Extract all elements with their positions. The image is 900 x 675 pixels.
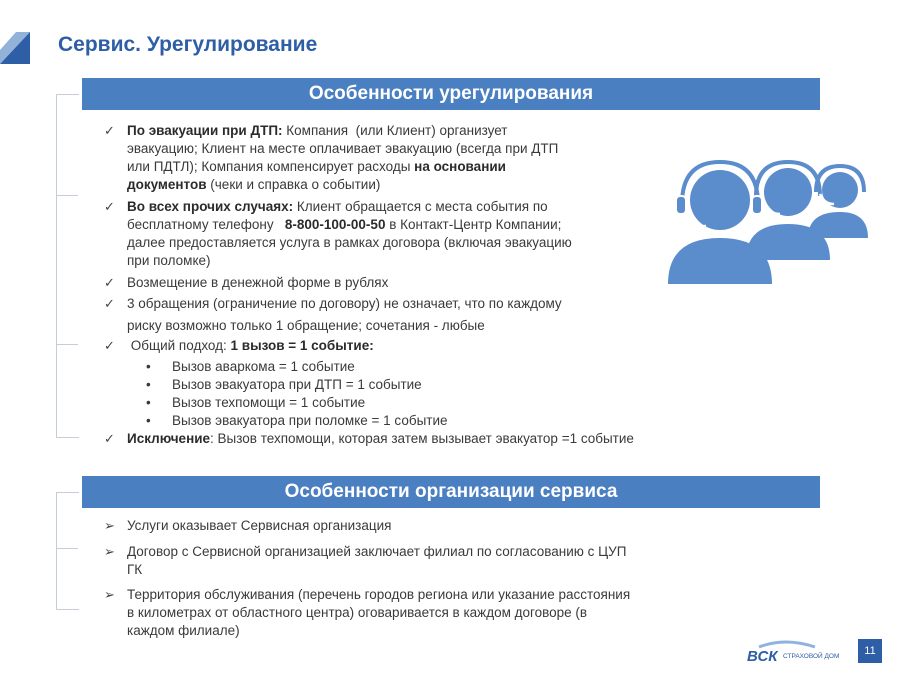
call-center-operators-icon bbox=[664, 160, 872, 284]
list-item-text bbox=[127, 517, 391, 535]
arrow-bullet-icon: ➢ bbox=[104, 544, 115, 559]
list-item-text bbox=[127, 198, 572, 270]
text-run: каждом филиале) bbox=[127, 623, 240, 638]
text-run: в километрах от областного центра) оговаривается в каждом договоре (в bbox=[127, 605, 588, 620]
text-line bbox=[127, 122, 558, 140]
logo-brand: ВСК bbox=[747, 648, 778, 665]
text-line bbox=[127, 234, 572, 252]
text-run: Территория обслуживания (перечень городов региона или указание расстояния bbox=[127, 587, 631, 602]
text-run: 3 обращения (ограничение по договору) не означает, что по каждому bbox=[127, 296, 562, 311]
text-run: в Контакт-Центр Компании; bbox=[385, 217, 562, 232]
text-line bbox=[127, 176, 558, 194]
text-line bbox=[127, 315, 562, 337]
section2-heading: Особенности организации сервиса bbox=[82, 476, 820, 508]
check-icon: ✓ bbox=[104, 199, 115, 214]
text-line bbox=[127, 622, 630, 640]
corner-decoration bbox=[0, 32, 30, 64]
text-line bbox=[127, 198, 572, 216]
sub-list-item-text: Вызов техпомощи = 1 событие bbox=[172, 395, 366, 410]
text-run: (чеки и справка о событии) bbox=[206, 177, 381, 192]
section1-bracket bbox=[56, 94, 79, 438]
bold-text: По эвакуации при ДТП: bbox=[127, 123, 283, 138]
logo-tagline: СТРАХОВОЙ ДОМ bbox=[783, 653, 840, 660]
bullet-icon: • bbox=[146, 359, 151, 374]
check-icon: ✓ bbox=[104, 123, 115, 138]
section1-heading: Особенности урегулирования bbox=[82, 78, 820, 110]
text-line bbox=[127, 274, 388, 292]
text-run: Возмещение в денежной форме в рублях bbox=[127, 275, 389, 290]
page-title: Сервис. Урегулирование bbox=[58, 33, 318, 56]
bracket-tick bbox=[56, 195, 78, 196]
sub-list-item-text: Вызов эвакуатора при поломке = 1 событие bbox=[172, 413, 448, 428]
arrow-bullet-icon: ➢ bbox=[104, 587, 115, 602]
check-icon: ✓ bbox=[104, 275, 115, 290]
bullet-icon: • bbox=[146, 395, 151, 410]
list-item-text bbox=[127, 337, 374, 355]
sub-list-item-text: Вызов эвакуатора при ДТП = 1 событие bbox=[172, 377, 422, 392]
text-line bbox=[127, 430, 634, 448]
text-run: эвакуацию; Клиент на месте оплачивает эвакуацию (всегда при ДТП bbox=[127, 141, 559, 156]
bullet-icon: • bbox=[146, 377, 151, 392]
text-run: Клиент обращается с места события по bbox=[293, 199, 548, 214]
bracket-tick bbox=[56, 548, 78, 549]
text-line bbox=[127, 337, 374, 355]
sub-list-item-text: Вызов аваркома = 1 событие bbox=[172, 359, 355, 374]
text-line bbox=[127, 252, 572, 270]
text-run: Компания (или Клиент) организует bbox=[282, 123, 508, 138]
arrow-bullet-icon: ➢ bbox=[104, 518, 115, 533]
text-line bbox=[127, 586, 630, 604]
list-item-text bbox=[127, 543, 626, 579]
text-line bbox=[127, 158, 558, 176]
text-line bbox=[127, 216, 572, 234]
bold-text: 8-800-100-00-50 bbox=[284, 217, 386, 232]
list-item-text bbox=[127, 274, 388, 292]
bold-text: Во всех прочих случаях: bbox=[127, 199, 294, 214]
list-item-text bbox=[127, 293, 562, 337]
check-icon: ✓ bbox=[104, 431, 115, 446]
text-run: Общий подход: bbox=[127, 338, 231, 353]
text-line bbox=[127, 604, 630, 622]
text-run: при поломке) bbox=[127, 253, 211, 268]
bold-text: 1 вызов = 1 событие: bbox=[230, 338, 374, 353]
text-line bbox=[127, 517, 391, 535]
list-item-text bbox=[127, 586, 630, 640]
text-line bbox=[127, 293, 562, 315]
section2-bracket bbox=[56, 492, 79, 610]
text-run: Договор с Сервисной организацией заключает филиал по согласованию с ЦУП bbox=[127, 544, 627, 559]
list-item-text bbox=[127, 122, 558, 194]
bullet-icon: • bbox=[146, 413, 151, 428]
list-item-text bbox=[127, 430, 634, 448]
text-run: далее предоставляется услуга в рамках договора (включая эвакуацию bbox=[127, 235, 572, 250]
check-icon: ✓ bbox=[104, 338, 115, 353]
bracket-tick bbox=[56, 344, 78, 345]
text-run: бесплатному телефону bbox=[127, 217, 285, 232]
text-run: : Вызов техпомощи, которая затем вызывает эвакуатор =1 событие bbox=[210, 431, 634, 446]
text-run: Услуги оказывает Сервисная организация bbox=[127, 518, 392, 533]
text-line bbox=[127, 140, 558, 158]
text-run: риску возможно только 1 обращение; сочетания - любые bbox=[127, 318, 485, 333]
bold-text: документов bbox=[127, 177, 207, 192]
bold-text: на основании bbox=[414, 159, 506, 174]
bold-text: Исключение bbox=[127, 431, 211, 446]
page-number: 11 bbox=[858, 639, 882, 663]
text-line bbox=[127, 543, 626, 561]
text-line bbox=[127, 561, 626, 579]
company-logo bbox=[745, 639, 855, 665]
text-run: ГК bbox=[127, 562, 143, 577]
check-icon: ✓ bbox=[104, 296, 115, 311]
text-run: или ПДТЛ); Компания компенсирует расходы bbox=[127, 159, 415, 174]
